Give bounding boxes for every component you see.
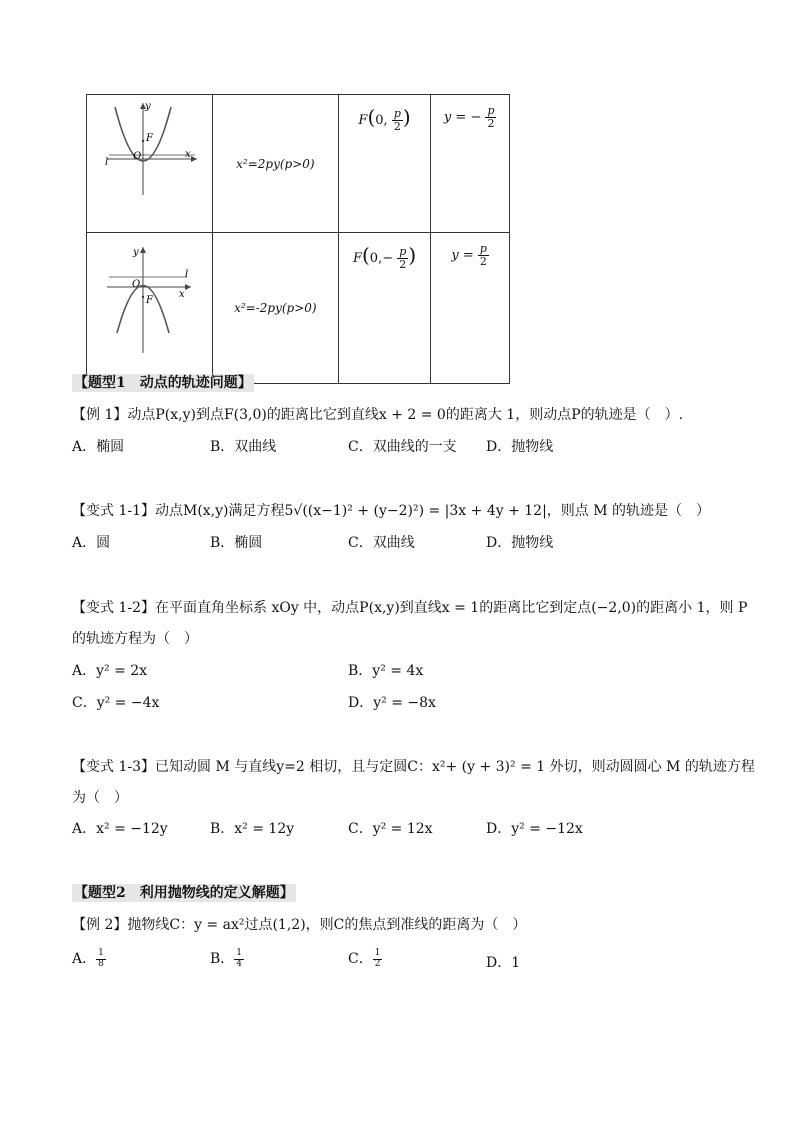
origin-label: O	[133, 151, 142, 162]
option-b: B．x² = 12y	[210, 821, 295, 837]
option-b: B．椭圆	[210, 535, 263, 551]
option-b: B．双曲线	[210, 439, 277, 455]
focus-label: F	[146, 295, 153, 306]
example-tag: 【例 2】	[72, 917, 128, 933]
focus-prefix: F	[352, 251, 362, 266]
focus-label: F	[146, 133, 153, 144]
parabola-up-graph	[87, 95, 211, 221]
table-row	[87, 233, 510, 384]
focus-sign: −	[382, 251, 394, 266]
section-title-1: 【题型1 动点的轨迹问题】	[74, 375, 252, 391]
parabola-down-graph	[87, 233, 211, 371]
variant-1-3-line2: 为（ ）	[72, 790, 128, 806]
variant-tag: 【变式 1-3】	[72, 759, 155, 775]
directrix-fraction: $\frac{p}{2}$	[487, 104, 495, 131]
option-c: C． $\frac{1}{2}$	[348, 947, 381, 969]
option-c: C．y² = 12x	[348, 821, 433, 837]
option-d: D．抛物线	[486, 535, 554, 551]
axis-label-x: x	[185, 149, 191, 160]
option-d: D．y² = −12x	[486, 821, 583, 837]
option-c: C．双曲线的一支	[348, 439, 457, 455]
axis-label-y: y	[133, 247, 139, 258]
directrix-label: l	[105, 157, 109, 168]
option-d: D．1	[486, 955, 521, 971]
directrix-lhs: y =	[451, 248, 474, 264]
variant-1-3	[72, 756, 755, 776]
option-d: D．抛物线	[486, 439, 554, 455]
variant-tag: 【变式 1-1】	[72, 503, 155, 519]
directrix-cell	[431, 95, 510, 233]
option-c: C．双曲线	[348, 535, 415, 551]
example-tag: 【例 1】	[72, 407, 128, 423]
graph-cell	[87, 233, 213, 384]
focus-x: 0	[369, 251, 379, 266]
focus-x: 0	[375, 113, 384, 128]
question-text: 动点P(x,y)到点F(3,0)的距离比它到直线x + 2 = 0的距离大 1，则动点P的轨迹是（ ）.	[127, 407, 684, 423]
section-title-2: 【题型2 利用抛物线的定义解题】	[74, 885, 294, 901]
directrix-cell	[431, 233, 510, 384]
focus-cell: F(0, $\frac{p}{2}$ )	[338, 95, 431, 233]
question-text: 已知动圆 M 与直线y=2 相切，且与定圆C：x²+ (y + 3)² = 1 外切，则动圆圆心 M 的轨迹方程	[155, 759, 755, 775]
axis-label-y: y	[145, 101, 151, 112]
directrix-lhs: y =	[443, 110, 467, 126]
focus-fraction: $\frac{p}{2}$	[393, 106, 401, 133]
equation-text: x²=-2py(p>0)	[234, 301, 317, 315]
directrix-fraction: $\frac{p}{2}$	[479, 242, 487, 269]
variant-1-1	[72, 500, 710, 520]
option-b: B． $\frac{1}{4}$	[210, 947, 243, 969]
focus-fraction: $\frac{p}{2}$	[399, 244, 407, 271]
option-c: C．y² = −4x	[72, 695, 160, 711]
variant-tag: 【变式 1-2】	[72, 600, 155, 616]
focus-cell: F(0,− $\frac{p}{2}$ )	[338, 233, 431, 384]
question-text: 动点M(x,y)满足方程5√((x−1)² + (y−2)²) = |3x + 4y + 12|，则点 M 的轨迹是（ ）	[155, 503, 711, 519]
option-a: A．椭圆	[72, 439, 125, 455]
origin-label: O	[132, 279, 141, 290]
question-text: 抛物线C：y = ax²过点(1,2)，则C的焦点到准线的距离为（ ）	[127, 917, 527, 933]
equation-cell	[212, 95, 338, 233]
directrix-sign: −	[470, 110, 482, 126]
example-1	[72, 404, 683, 424]
variant-1-2	[72, 597, 747, 617]
equation-text: x²=2py(p>0)	[236, 156, 315, 171]
parabola-table	[86, 94, 510, 384]
variant-1-2-line2: 的轨迹方程为（ ）	[72, 631, 198, 647]
example-2	[72, 914, 526, 934]
directrix-label: l	[185, 269, 189, 280]
axis-label-x: x	[179, 289, 185, 300]
focus-prefix: F	[358, 113, 368, 128]
option-b: B．y² = 4x	[348, 663, 424, 679]
option-a: A． $\frac{1}{8}$	[72, 947, 104, 969]
question-text: 在平面直角坐标系 xOy 中，动点P(x,y)到直线x = 1的距离比它到定点(−2,0)的距离小 1，则 P	[155, 600, 748, 616]
graph-cell	[87, 95, 213, 233]
option-d: D．y² = −8x	[348, 695, 436, 711]
option-a: A．圆	[72, 535, 111, 551]
option-a: A．y² = 2x	[72, 663, 148, 679]
table-row	[87, 95, 510, 233]
option-a: A．x² = −12y	[72, 821, 168, 837]
equation-cell	[212, 233, 338, 384]
